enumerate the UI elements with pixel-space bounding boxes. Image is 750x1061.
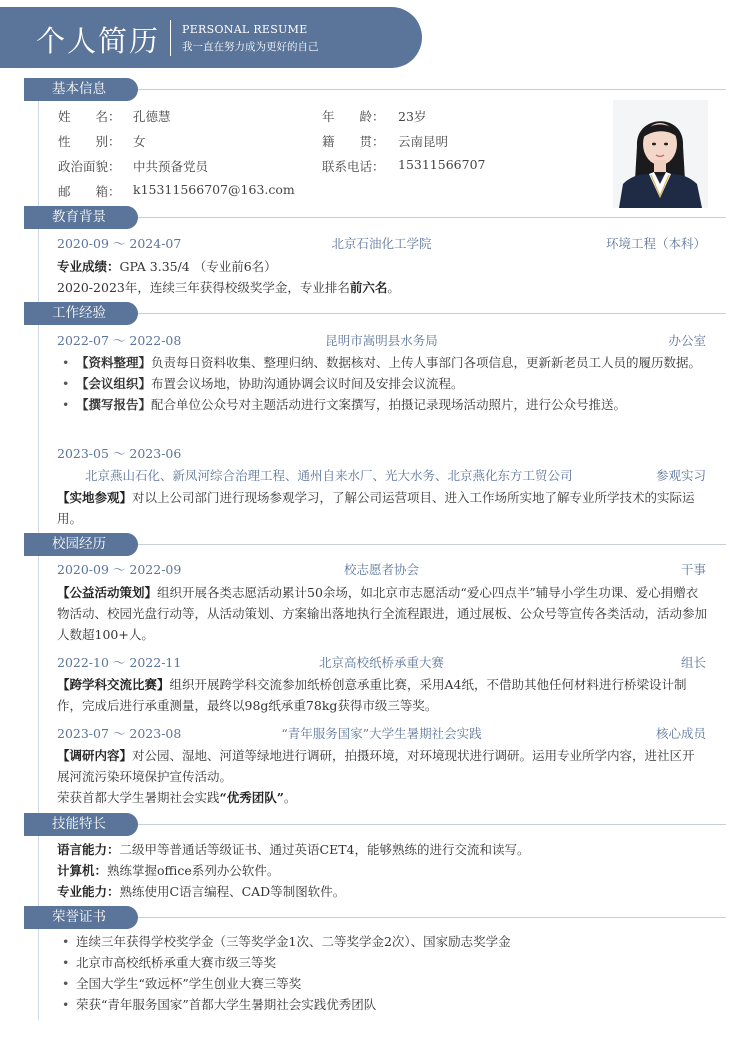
section-title: 教育背景 <box>24 206 138 229</box>
section-basic <box>24 78 726 101</box>
section-campus <box>24 533 726 556</box>
campus-desc-3 <box>57 745 707 787</box>
campus-row-1 <box>57 560 706 578</box>
work-org: 昆明市嵩明县水务局 <box>325 333 438 348</box>
campus-org: “青年服务国家”大学生暑期社会实践 <box>281 726 482 741</box>
political-value: 中共预备党员 <box>133 159 209 174</box>
name-value: 孔德慧 <box>133 109 171 124</box>
work-visit-desc <box>57 487 707 529</box>
duty-tag: 【会议组织】 <box>76 376 152 391</box>
duty-tag: 【撰写报告】 <box>76 397 152 412</box>
section-rule <box>138 917 726 918</box>
duty-text: 配合单位公众号对主题活动进行文案撰写，拍摄记录现场活动照片，进行公众号推送。 <box>151 397 627 412</box>
duty-text: 负责每日资料收集、整理归纳、数据核对、上传人事部门各项信息，更新新老员工人员的履历数据。 <box>151 355 702 370</box>
education-award <box>57 277 707 298</box>
header-banner <box>0 7 422 68</box>
honor-title: “优秀团队” <box>219 790 284 805</box>
list-item <box>62 352 707 373</box>
work-role: 参观实习 <box>655 468 706 483</box>
resume-title: 个人简历 <box>36 24 161 58</box>
score-label: 专业成绩： <box>57 259 120 274</box>
campus-desc-1 <box>57 582 707 645</box>
origin-value: 云南昆明 <box>398 134 449 149</box>
profile-photo <box>613 100 708 208</box>
origin-label: 籍 贯： <box>322 134 385 149</box>
campus-tag: 【公益活动策划】 <box>57 585 158 600</box>
education-row <box>57 234 706 252</box>
work-row-2-org <box>57 466 706 484</box>
phone-label: 联系电话： <box>322 159 385 174</box>
award-rank: 前六名 <box>349 280 388 295</box>
work-row-1 <box>57 331 706 349</box>
profile-photo-illustration <box>613 100 708 208</box>
section-rule <box>138 217 726 218</box>
skill-text: 二级甲等普通话等级证书、通过英语CET4，能够熟练的进行交流和读写。 <box>119 842 530 857</box>
skill-label: 计算机： <box>57 863 108 878</box>
section-work <box>24 302 726 325</box>
political-label: 政治面貌： <box>58 159 121 174</box>
gender-value: 女 <box>133 134 146 149</box>
section-title: 基本信息 <box>24 78 138 101</box>
section-rule <box>138 544 726 545</box>
list-item <box>62 373 707 394</box>
campus-desc-2 <box>57 674 707 716</box>
skill-item <box>57 881 707 902</box>
list-item: • 全国大学生“致远杯”学生创业大赛三等奖 <box>62 973 707 994</box>
honor-text: 荣获首都大学生暑期社会实践 <box>57 790 220 805</box>
skill-item <box>57 860 707 881</box>
campus-period: 2022-10 ～ 2022-11 <box>57 655 182 670</box>
email-label: 邮 箱： <box>58 184 121 199</box>
campus-role: 组长 <box>680 655 706 670</box>
score-value: GPA 3.35/4 （专业前6名） <box>119 259 277 274</box>
title-divider <box>170 20 171 56</box>
work-role: 办公室 <box>668 333 706 348</box>
campus-role: 干事 <box>680 562 706 577</box>
section-honors <box>24 906 726 929</box>
age-value: 23岁 <box>398 109 427 124</box>
list-item: • 连续三年获得学校奖学金（三等奖学金1次、二等奖学金2次）、国家励志奖学金 <box>62 931 707 952</box>
campus-text: 组织开展跨学科交流参加纸桥创意承重比赛，采用A4纸，不借助其他任何材料进行桥梁设计制作，完成后进行承重测量，最终以98g纸承重78kg获得市级三等奖。 <box>57 677 687 713</box>
work-period: 2023-05 ～ 2023-06 <box>57 446 182 461</box>
campus-tag: 【调研内容】 <box>57 748 133 763</box>
education-score <box>57 256 707 277</box>
campus-org: 校志愿者协会 <box>343 562 419 577</box>
section-skills <box>24 813 726 836</box>
resume-subtitle: PERSONAL RESUME <box>182 23 308 36</box>
education-school: 北京石油化工学院 <box>331 236 432 251</box>
award-text: 2020-2023年，连续三年获得校级奖学金，专业排名 <box>57 280 350 295</box>
list-item <box>62 394 707 415</box>
campus-text: 组织开展各类志愿活动累计50余场，如北京市志愿活动“爱心四点半”辅导小学生功课、爱心捐赠衣物活动、校园光盘行动等，从活动策划、方案输出落地执行全流程跟进，通过展板、公众号等宣传各类活动，活动参加人数超100+人。 <box>57 585 708 642</box>
work-org: 北京燕山石化、新凤河综合治理工程、通州自来水厂、光大水务、北京燕化东方工贸公司 <box>85 468 573 483</box>
duty-text: 布置会议场地，协助沟通协调会议时间及安排会议流程。 <box>151 376 464 391</box>
campus-period: 2020-09 ～ 2022-09 <box>57 562 182 577</box>
age-label: 年 龄： <box>322 109 385 124</box>
work-duties-list <box>62 352 707 415</box>
work-row-2 <box>57 444 706 462</box>
phone-value: 15311566707 <box>398 157 486 172</box>
visit-tag: 【实地参观】 <box>57 490 133 505</box>
gender-label: 性 别： <box>58 134 121 149</box>
list-item: • 荣获“青年服务国家”首都大学生暑期社会实践优秀团队 <box>62 994 707 1015</box>
award-suffix: 。 <box>387 280 400 295</box>
email-value: k15311566707@163.com <box>133 182 295 197</box>
section-title: 技能特长 <box>24 813 138 836</box>
section-rule <box>138 824 726 825</box>
honors-list <box>62 931 707 1015</box>
work-period: 2022-07 ～ 2022-08 <box>57 333 182 348</box>
campus-row-2 <box>57 653 706 671</box>
skill-label: 专业能力： <box>57 884 120 899</box>
visit-text: 对以上公司部门进行现场参观学习，了解公司运营项目、进入工作场所实地了解专业所学技术的实际运用。 <box>57 490 695 526</box>
section-education <box>24 206 726 229</box>
honor-suffix: 。 <box>283 790 297 805</box>
section-title: 工作经验 <box>24 302 138 325</box>
section-title: 荣誉证书 <box>24 906 138 929</box>
section-title: 校园经历 <box>24 533 138 556</box>
education-major: 环境工程（本科） <box>605 236 706 251</box>
campus-period: 2023-07 ～ 2023-08 <box>57 726 182 741</box>
campus-org: 北京高校纸桥承重大赛 <box>318 655 444 670</box>
section-rule <box>138 89 726 90</box>
campus-row-3 <box>57 724 706 742</box>
skill-text: 熟练使用C语言编程、CAD等制图软件。 <box>119 884 346 899</box>
campus-text: 对公园、湿地、河道等绿地进行调研，拍摄环境，对环境现状进行调研。运用专业所学内容，进社区开展河流污染环境保护宣传活动。 <box>57 748 695 784</box>
duty-tag: 【资料整理】 <box>76 355 152 370</box>
section-rule <box>138 313 726 314</box>
campus-role: 核心成员 <box>655 726 706 741</box>
name-label: 姓 名： <box>58 109 121 124</box>
skill-label: 语言能力： <box>57 842 120 857</box>
skill-text: 熟练掌握office系列办公软件。 <box>107 863 280 878</box>
resume-motto: 我一直在努力成为更好的自己 <box>182 41 319 53</box>
list-item: • 北京市高校纸桥承重大赛市级三等奖 <box>62 952 707 973</box>
campus-honor <box>57 787 707 808</box>
education-period: 2020-09 ～ 2024-07 <box>57 236 182 251</box>
skill-item <box>57 839 707 860</box>
campus-tag: 【跨学科交流比赛】 <box>57 677 170 692</box>
